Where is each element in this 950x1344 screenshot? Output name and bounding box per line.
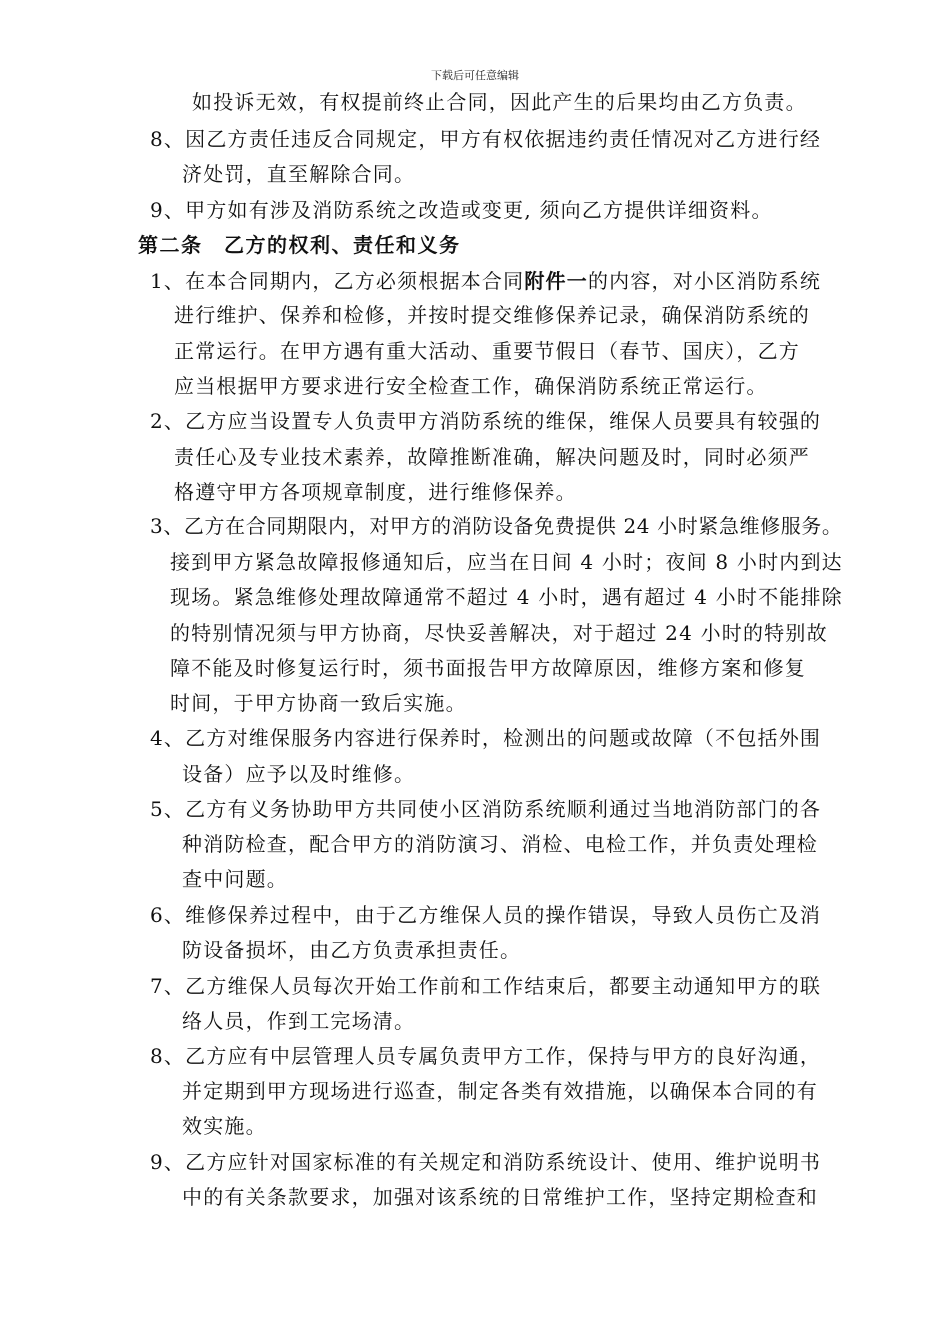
- text-line: 6、维修保养过程中，由于乙方维保人员的操作错误，导致人员伤亡及消: [150, 903, 822, 927]
- text-line: 3、乙方在合同期限内，对甲方的消防设备免费提供 24 小时紧急维修服务。: [150, 514, 843, 538]
- text-line: 效实施。: [182, 1114, 267, 1138]
- text-line: 障不能及时修复运行时，须书面报告甲方故障原因，维修方案和修复: [170, 656, 806, 680]
- text-line: 络人员，作到工完场清。: [182, 1009, 416, 1033]
- text-line: 并定期到甲方现场进行巡查，制定各类有效措施，以确保本合同的有: [182, 1079, 818, 1103]
- page-header: 下载后可任意编辑: [431, 69, 519, 82]
- text-line: 9、甲方如有涉及消防系统之改造或变更, 须向乙方提供详细资料。: [150, 198, 773, 222]
- text-line: 进行维护、保养和检修，并按时提交维修保养记录，确保消防系统的: [174, 303, 810, 327]
- text-line: 设备）应予以及时维修。: [182, 762, 416, 786]
- text-line: 7、乙方维保人员每次开始工作前和工作结束后，都要主动通知甲方的联: [150, 974, 822, 998]
- text-line: 正常运行。在甲方遇有重大活动、重要节假日（春节、国庆），乙方: [174, 339, 800, 363]
- section-heading: 第二条 乙方的权利、责任和义务: [138, 233, 461, 257]
- attachment-reference: 附件一: [524, 269, 588, 293]
- text-line: 接到甲方紧急故障报修通知后，应当在日间 4 小时；夜间 8 小时内到达: [170, 550, 843, 574]
- text-line: 现场。紧急维修处理故障通常不超过 4 小时，遇有超过 4 小时不能排除: [170, 585, 843, 609]
- text-line: [150, 268, 821, 294]
- text-line: 时间，于甲方协商一致后实施。: [170, 691, 467, 715]
- text-line: 8、因乙方责任违反合同规定，甲方有权依据违约责任情况对乙方进行经: [150, 127, 822, 151]
- text-line: 8、乙方应有中层管理人员专属负责甲方工作，保持与甲方的良好沟通，: [150, 1044, 822, 1068]
- text-line: 4、乙方对维保服务内容进行保养时，检测出的问题或故障（不包括外围: [150, 726, 822, 750]
- text-line: 中的有关条款要求，加强对该系统的日常维护工作，坚持定期检查和: [182, 1185, 818, 1209]
- text-segment: 的内容，对小区消防系统: [587, 269, 822, 293]
- text-line: 的特别情况须与甲方协商，尽快妥善解决，对于超过 24 小时的特别故: [170, 621, 828, 645]
- text-line: 责任心及专业技术素养，故障推断准确，解决问题及时，同时必须严: [174, 445, 810, 469]
- text-segment: 1、在本合同期内，乙方必须根据本合同: [150, 269, 525, 293]
- text-line: 济处罚，直至解除合同。: [182, 162, 416, 186]
- text-line: 2、乙方应当设置专人负责甲方消防系统的维保，维保人员要具有较强的: [150, 409, 822, 433]
- text-line: 查中问题。: [182, 867, 288, 891]
- text-line: 应当根据甲方要求进行安全检查工作，确保消防系统正常运行。: [174, 374, 768, 398]
- text-line: 格遵守甲方各项规章制度，进行维修保养。: [174, 480, 577, 504]
- text-line: 种消防检查，配合甲方的消防演习、消检、电检工作，并负责处理检: [182, 832, 818, 856]
- text-line: 防设备损坏，由乙方负责承担责任。: [182, 938, 522, 962]
- text-line: 9、乙方应针对国家标准的有关规定和消防系统设计、使用、维护说明书: [150, 1150, 822, 1174]
- text-line: 如投诉无效，有权提前终止合同，因此产生的后果均由乙方负责。: [192, 90, 807, 114]
- text-line: 5、乙方有义务协助甲方共同使小区消防系统顺利通过当地消防部门的各: [150, 797, 822, 821]
